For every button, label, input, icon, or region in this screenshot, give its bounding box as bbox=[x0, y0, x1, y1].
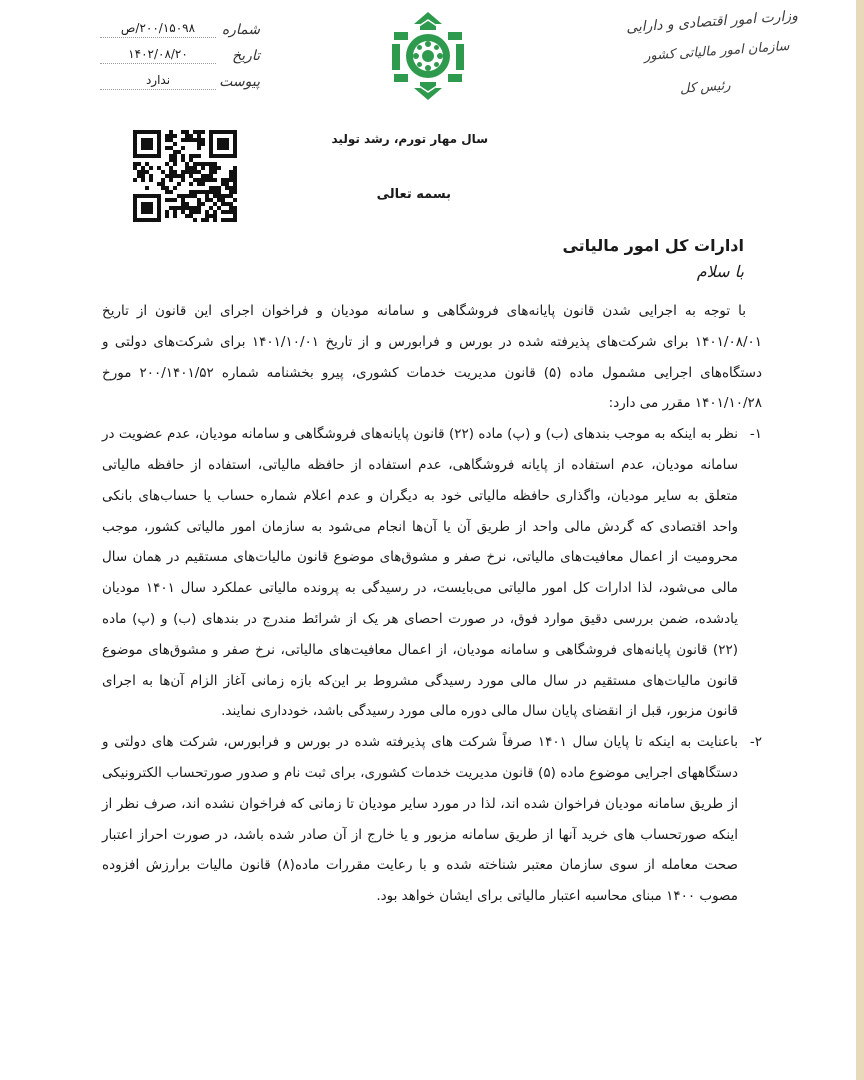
letter-item-number: ۱- bbox=[749, 426, 762, 443]
letter-item-2 bbox=[102, 727, 762, 912]
letter-intro: با توجه به اجرایی شدن قانون پایانه‌های فروشگاهی و سامانه مودیان و فراخوان اجرای این قانون از تاریخ ۱۴۰۱/۰۸/۰۱ برای شرکت‌های پذیرفته شده در بورس و فرابورس و از تاریخ ۱۴۰۱/۱۰/۰۱ برای شرکت‌های دولتی و دستگاه‌های اجرایی مشمول ماده (۵) قانون مدیریت خدمات کشوری، پیرو بخشنامه شماره ۲۰۰/۱۴۰۱/۵۲ مورخ ۱۴۰۱/۱۰/۲۸ مقرر می دارد: bbox=[102, 303, 762, 412]
letter-attachment-value: ندارد bbox=[100, 73, 216, 90]
letter-attachment-label: پیوست bbox=[219, 74, 260, 90]
letter-number-value: ۲۰۰/۱۵۰۹۸/ص bbox=[100, 21, 216, 38]
salutation: با سلام bbox=[696, 262, 744, 281]
letter-meta-fields bbox=[100, 12, 260, 90]
letter-attachment-field bbox=[100, 64, 260, 90]
org-line-1: وزارت امور اقتصادی و دارایی bbox=[625, 8, 799, 36]
letter-item-text: باعنایت به اینکه تا پایان سال ۱۴۰۱ صرفاً شرکت های پذیرفته شده در بورس و فرابورس، شرکت های دولتی و دستگاههای اجرایی موضوع ماده (۵) قانون مدیریت خدمات کشوری، برای ثبت نام و صدور صورتحساب الکترونیکی از طریق سامانه مودیان فراخوان شده اند، لذا در مورد سایر مودیان تا زمانی که فراخوان نشده اند، صرف نظر از اینکه صورتحساب های خرید آنها از طریق سامانه مزبور و یا خارج از آن صادر شده باشد، در صورت احراز اعتبار صحت معامله از سوی سازمان معتبر شناخته شده و با رعایت مقررات ماده(۸) قانون مالیات برارزش افزوده مصوب ۱۴۰۰ مبنای محاسبه اعتبار مالیاتی برای ایشان خواهد بود. bbox=[102, 734, 738, 905]
letter-item-1 bbox=[102, 419, 762, 727]
letter-date-label: تاریخ bbox=[232, 48, 260, 64]
letter-date-value: ۱۴۰۲/۰۸/۲۰ bbox=[100, 47, 216, 64]
letter-body bbox=[102, 296, 762, 912]
qr-code-icon bbox=[133, 130, 237, 222]
paper-edge bbox=[856, 0, 864, 1080]
year-motto: سال مهار تورم، رشد تولید bbox=[331, 132, 488, 146]
org-line-2: سازمان امور مالیاتی کشور bbox=[644, 38, 791, 65]
letter-recipient: ادارات کل امور مالیاتی bbox=[562, 236, 744, 255]
org-line-3: رئیس کل bbox=[679, 78, 732, 97]
letter-item-number: ۲- bbox=[749, 734, 762, 751]
tax-organization-emblem-icon bbox=[388, 10, 468, 102]
letter-date-field bbox=[100, 38, 260, 64]
letter-item-text: نظر به اینکه به موجب بندهای (ب) و (پ) ماده (۲۲) قانون پایانه‌های فروشگاهی و سامانه مودیان، عدم عضویت در سامانه مودیان، عدم استفاده از پایانه فروشگاهی، عدم استفاده از حافظه مالیاتی، استفاده از حافظه مالیاتی متعلق به سایر مودیان، واگذاری حافظه مالیاتی خود به دیگران و عدم اعلام شماره حساب یا حساب‌های بانکی واحد اقتصادی که گردش مالی واحد از طریق آن یا آن‌ها انجام می‌شود به سازمان امور مالیاتی کشور، موجب محرومیت از اعمال معافیت‌های مالیاتی، نرخ صفر و مشوق‌های موضوع قانون مالیات‌های مستقیم در همان سال مالی می‌شود، لذا ادارات کل امور مالیاتی می‌بایست، در رسیدگی به پرونده مالیاتی عملکرد سال ۱۴۰۱ مودیان یادشده، ضمن بررسی دقیق موارد فوق، در صورت احصای هر یک از شرائط مندرج در بندهای (ب) و (پ) ماده (۲۲) قانون پایانه‌های فروشگاهی و سامانه مودیان، از اعمال معافیت‌های مالیاتی، نرخ صفر و مشوق‌های موضوع قانون مالیات‌های مستقیم در سال مالی مورد رسیدگی مشروط بر این‌که بازه زمانی آغاز الزام آن‌ها به اجرای قانون مزبور، قبل از انقضای پایان سال مالی دوره مالی مورد رسیدگی باشد، خودداری نمایند. bbox=[102, 426, 739, 720]
letter-number-field bbox=[100, 12, 260, 38]
basmala: بسمه تعالی bbox=[376, 187, 451, 202]
letter-number-label: شماره bbox=[221, 22, 260, 38]
